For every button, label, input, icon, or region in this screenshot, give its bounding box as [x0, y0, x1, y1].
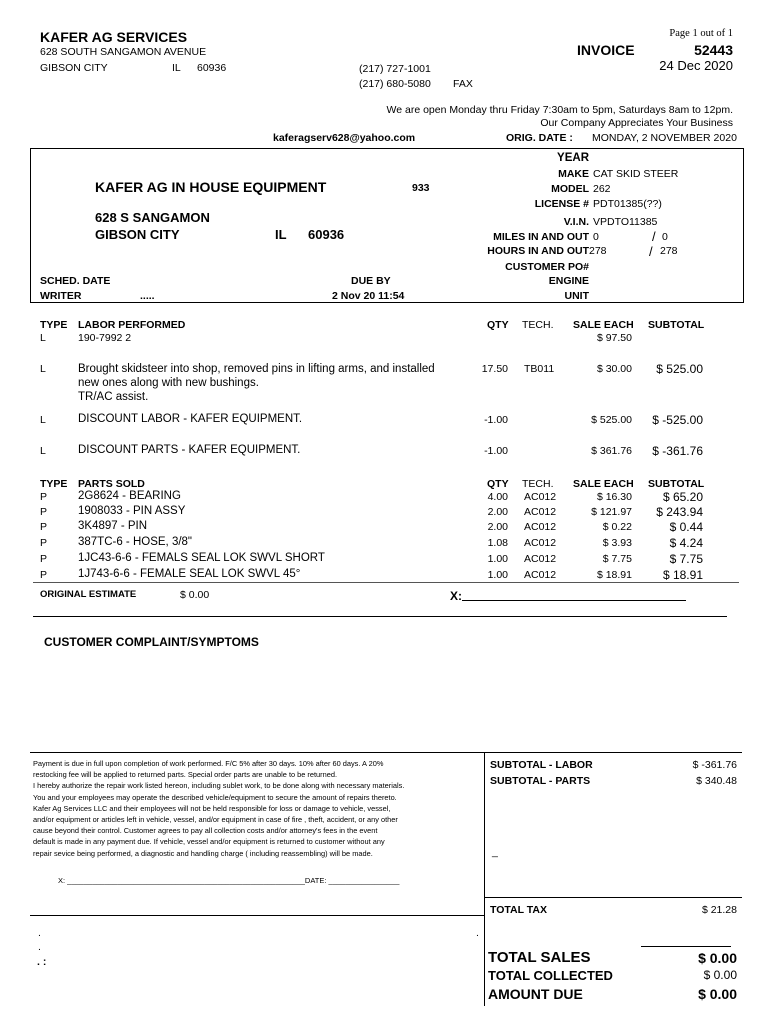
customer-number: 933 [412, 182, 430, 194]
parts-row-qty: 1.00 [487, 569, 508, 581]
customer-name: KAFER AG IN HOUSE EQUIPMENT [95, 179, 327, 195]
parts-row-tech: AC012 [524, 521, 557, 533]
labor-row-desc: DISCOUNT LABOR - KAFER EQUIPMENT. [78, 413, 303, 425]
amount-due-value: $ 0.00 [698, 986, 737, 1002]
labor-row-subtotal: $ 525.00 [656, 362, 703, 376]
footer-divider [484, 752, 485, 1006]
subtotal-labor-label: SUBTOTAL - LABOR [490, 759, 593, 771]
estimate-signature-line[interactable] [462, 600, 686, 601]
parts-row-type: P [40, 537, 48, 549]
total-tax-value: $ 21.28 [701, 904, 737, 916]
parts-row-tech: AC012 [524, 569, 557, 581]
miles-in: 0 [593, 231, 599, 243]
customer-state: IL [275, 227, 287, 242]
invoice-title: INVOICE [577, 42, 635, 58]
parts-row-desc: 387TC-6 - HOSE, 3/8" [78, 536, 193, 548]
parts-desc-header: PARTS SOLD [78, 478, 145, 490]
miles-slash: / [652, 229, 656, 244]
page-indicator: Page 1 out of 1 [669, 28, 733, 39]
parts-row-tech: AC012 [524, 537, 557, 549]
labor-row-desc: DISCOUNT PARTS - KAFER EQUIPMENT. [78, 444, 301, 456]
labor-tech-header: TECH. [522, 319, 554, 331]
model-label: MODEL [551, 183, 589, 195]
parts-row-desc: 2G8624 - BEARING [78, 490, 181, 502]
vin-label: V.I.N. [563, 216, 589, 228]
labor-row-subtotal: $ -361.76 [652, 444, 703, 458]
original-estimate-value: $ 0.00 [180, 589, 210, 601]
customer-city: GIBSON CITY [95, 227, 180, 242]
labor-row-each: $ 525.00 [591, 414, 632, 426]
labor-row-qty: 17.50 [481, 363, 508, 375]
model-value: 262 [593, 183, 611, 195]
license-value: PDT01385(??) [593, 198, 662, 210]
terms-line: You and your employees may operate the described vehicle/equipment to secure the amount of repairs thereto. [33, 792, 397, 802]
miles-out: 0 [662, 231, 668, 243]
terms-line: I hereby authorize the repair work listed hereon, including sublet work, to be done along with necessary materials. [33, 781, 405, 791]
company-name: KAFER AG SERVICES [40, 29, 188, 45]
parts-row-desc: 1J743-6-6 - FEMALE SEAL LOK SWVL 45° [78, 568, 301, 580]
invoice-date: 24 Dec 2020 [659, 58, 733, 73]
parts-each-header: SALE EACH [573, 478, 634, 490]
parts-row-subtotal: $ 7.75 [669, 552, 703, 566]
company-email[interactable]: kaferagserv628@yahoo.com [273, 132, 416, 144]
orig-date-value: MONDAY, 2 NOVEMBER 2020 [592, 132, 737, 144]
terms-line: Payment is due in full upon completion of work performed. F/C 5% after 30 days. 10% after 60 days. A 20% [33, 759, 384, 768]
labor-row-desc-line3: TR/AC assist. [78, 391, 149, 403]
labor-row-qty: -1.00 [484, 445, 508, 457]
parts-row-qty: 1.08 [487, 537, 508, 549]
parts-qty-header: QTY [487, 478, 509, 490]
business-hours: We are open Monday thru Friday 7:30am to 5pm, Saturdays 8am to 12pm. [386, 104, 733, 116]
parts-row-type: P [40, 553, 48, 565]
terms-line: restocking fee will be applied to returned parts. Special order parts are unable to be returned. [33, 770, 338, 780]
terms-line: cause beyond their control. Customer agrees to pay all collection costs and/or attorney's fees in the event [33, 826, 378, 836]
subtotal-parts-label: SUBTOTAL - PARTS [490, 775, 591, 787]
customer-street: 628 S SANGAMON [95, 210, 210, 225]
total-tax-label: TOTAL TAX [490, 904, 547, 916]
labor-row-desc: Brought skidsteer into shop, removed pins in lifting arms, and installed [78, 363, 435, 375]
original-estimate-label: ORIGINAL ESTIMATE [40, 589, 137, 600]
make-value: CAT SKID STEER [593, 168, 679, 180]
company-phone: (217) 727-1001 [359, 63, 431, 75]
year-label: YEAR [557, 152, 589, 164]
parts-row-each: $ 18.91 [596, 569, 632, 581]
labor-row-each: $ 361.76 [591, 445, 632, 457]
labor-row-type: L [40, 414, 46, 426]
license-label: LICENSE # [534, 198, 589, 210]
terms-line: and/or equipment or articles left in vehicle, vessel, and/or equipment in case of fire , theft, accident, or any other [33, 815, 398, 825]
sched-date-label: SCHED. DATE [40, 275, 111, 287]
total-sales-rule [641, 946, 731, 947]
terms-line: default is made in any payment due. If vehicle, vessel and/or equipment is returned to customer without any [33, 837, 385, 847]
labor-row-type: L [40, 363, 46, 375]
payment-terms [33, 758, 481, 859]
parts-row-subtotal: $ 243.94 [656, 505, 703, 519]
terms-signature-line[interactable]: X: _________________________________________________________DATE: _________________ [58, 876, 400, 885]
labor-subtotal-header: SUBTOTAL [648, 319, 705, 331]
parts-row-qty: 2.00 [487, 506, 508, 518]
parts-row-qty: 2.00 [487, 521, 508, 533]
labor-row-type: L [40, 332, 46, 344]
footer-dot: . [476, 927, 479, 939]
hours-in: 278 [589, 245, 607, 257]
estimate-signature-mark: X: [450, 589, 462, 603]
terms-bottom-line [30, 915, 484, 916]
totals-dash: _ [492, 846, 498, 858]
hours-slash: / [649, 244, 653, 259]
footer-dot: . [38, 927, 41, 939]
parts-row-desc: 1908033 - PIN ASSY [78, 505, 186, 517]
parts-row-tech: AC012 [524, 506, 557, 518]
footer-dot: . : [37, 956, 47, 968]
amount-due-label: AMOUNT DUE [488, 986, 583, 1002]
parts-row-subtotal: $ 65.20 [662, 490, 703, 504]
labor-row-desc: 190-7992 2 [78, 332, 132, 344]
parts-type-header: TYPE [40, 478, 68, 490]
parts-row-desc: 1JC43-6-6 - FEMALS SEAL LOK SWVL SHORT [78, 552, 325, 564]
labor-row-qty: -1.00 [484, 414, 508, 426]
invoice-number: 52443 [694, 42, 733, 58]
customer-po-label: CUSTOMER PO# [505, 261, 589, 273]
parts-row-each: $ 0.22 [602, 521, 632, 533]
parts-row-each: $ 3.93 [602, 537, 632, 549]
company-state: IL [172, 62, 181, 74]
labor-row-desc-line2: new ones along with new bushings. [78, 377, 259, 389]
labor-each-header: SALE EACH [573, 319, 634, 331]
parts-row-each: $ 16.30 [596, 491, 632, 503]
parts-row-each: $ 7.75 [602, 553, 632, 565]
company-zip: 60936 [197, 62, 227, 74]
labor-row-each: $ 97.50 [596, 332, 632, 344]
parts-row-qty: 1.00 [487, 553, 508, 565]
miles-label: MILES IN AND OUT [493, 231, 589, 243]
labor-type-header: TYPE [40, 319, 68, 331]
labor-desc-header: LABOR PERFORMED [78, 319, 186, 331]
parts-row-type: P [40, 569, 48, 581]
parts-row-tech: AC012 [524, 491, 557, 503]
footer-dot: . [38, 941, 41, 953]
customer-zip: 60936 [308, 227, 345, 242]
hours-out: 278 [660, 245, 678, 257]
total-sales-label: TOTAL SALES [488, 949, 591, 966]
parts-row-type: P [40, 521, 48, 533]
parts-row-subtotal: $ 4.24 [669, 536, 703, 550]
parts-row-type: P [40, 506, 48, 518]
subtotal-parts-value: $ 340.48 [696, 775, 737, 787]
estimate-divider [33, 616, 727, 617]
due-by-value: 2 Nov 20 11:54 [332, 290, 405, 302]
subtotal-labor-value: $ -361.76 [692, 759, 737, 771]
total-sales-value: $ 0.00 [698, 950, 737, 966]
terms-line: Kafer Ag Services LLC and their employees will not be held responsible for loss or damage to vehicle, vessel, [33, 803, 391, 813]
terms-line: repair sevice being performed, a diagnostic and handling charge ( including reassembling) will be made. [33, 848, 373, 858]
engine-label: ENGINE [548, 275, 589, 287]
parts-row-tech: AC012 [524, 553, 557, 565]
total-collected-label: TOTAL COLLECTED [488, 968, 613, 983]
due-by-label: DUE BY [351, 275, 391, 287]
totals-divider [484, 897, 742, 898]
company-city: GIBSON CITY [40, 62, 108, 74]
labor-row-tech: TB011 [524, 363, 555, 375]
make-label: MAKE [558, 168, 589, 180]
appreciation-note: Our Company Appreciates Your Business [540, 117, 733, 129]
writer-label: WRITER [40, 290, 82, 302]
parts-subtotal-header: SUBTOTAL [648, 478, 705, 490]
total-collected-value: $ 0.00 [703, 968, 737, 982]
labor-row-type: L [40, 445, 46, 457]
footer-top-line [30, 752, 742, 753]
parts-row-subtotal: $ 0.44 [669, 520, 703, 534]
hours-label: HOURS IN AND OUT [487, 245, 589, 257]
labor-row-each: $ 30.00 [596, 363, 632, 375]
company-fax-number: (217) 680-5080 [359, 78, 431, 90]
parts-row-subtotal: $ 18.91 [662, 568, 703, 582]
orig-date-label: ORIG. DATE : [506, 132, 573, 144]
parts-row-type: P [40, 491, 48, 503]
unit-label: UNIT [564, 290, 589, 302]
parts-divider [33, 582, 739, 583]
parts-row-each: $ 121.97 [591, 506, 632, 518]
parts-tech-header: TECH. [522, 478, 554, 490]
parts-row-qty: 4.00 [487, 491, 508, 503]
complaint-title: CUSTOMER COMPLAINT/SYMPTOMS [44, 635, 259, 649]
writer-value: ..... [140, 290, 155, 302]
labor-row-subtotal: $ -525.00 [652, 413, 703, 427]
labor-qty-header: QTY [487, 319, 509, 331]
vin-value: VPDTO11385 [593, 216, 658, 228]
company-street: 628 SOUTH SANGAMON AVENUE [40, 46, 207, 58]
company-fax-label: FAX [453, 78, 473, 90]
parts-row-desc: 3K4897 - PIN [78, 520, 148, 532]
